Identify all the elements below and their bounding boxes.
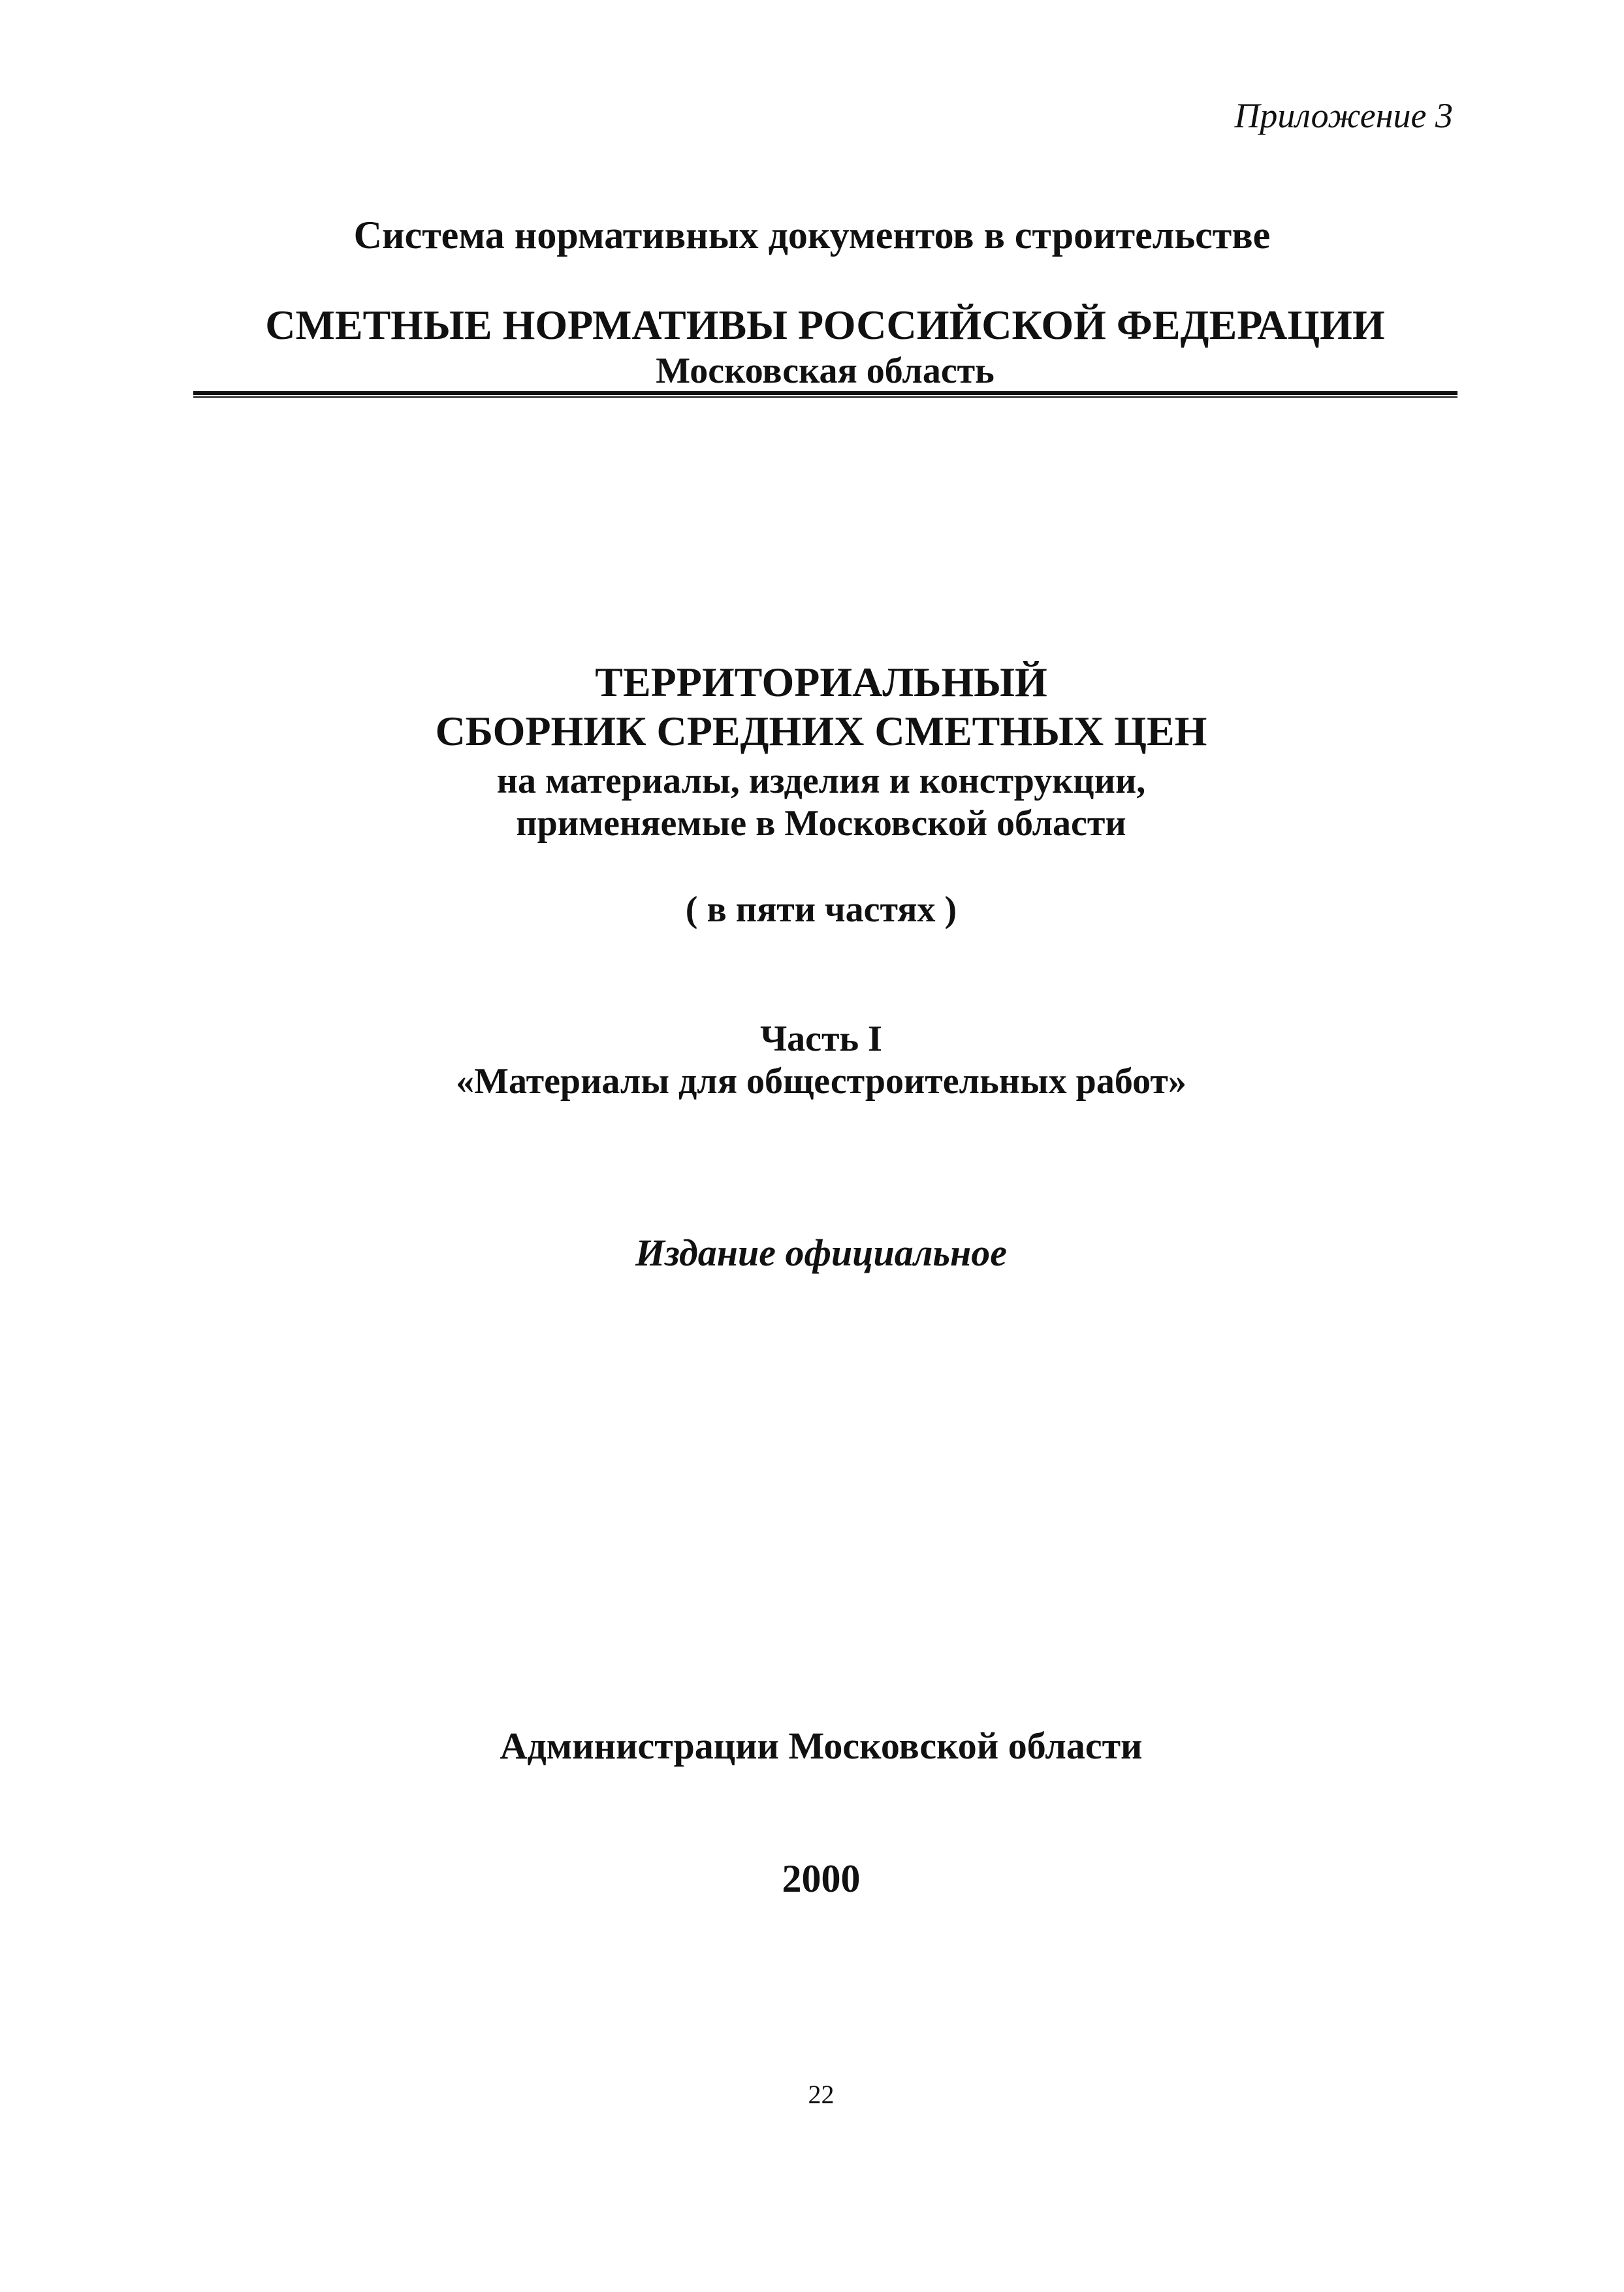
publisher: Администрации Московской области: [500, 1725, 1143, 1767]
document-subtitle-line-1: на материалы, изделия и конструкции,: [496, 761, 1146, 801]
part-number: Часть I: [760, 1019, 882, 1059]
appendix-label: Приложение 3: [1234, 96, 1453, 135]
header-divider: [193, 391, 1457, 398]
document-subtitle-line-2: применяемые в Московской области: [516, 803, 1126, 844]
part-name: «Материалы для общестроительных работ»: [456, 1061, 1186, 1102]
document-title-line-1: ТЕРРИТОРИАЛЬНЫЙ: [595, 659, 1047, 705]
parts-note: ( в пяти частях ): [685, 889, 957, 930]
page-number: 22: [808, 2080, 835, 2109]
series-title: СМЕТНЫЕ НОРМАТИВЫ РОССИЙСКОЙ ФЕДЕРАЦИИ: [265, 302, 1385, 348]
document-title-line-2: СБОРНИК СРЕДНИХ СМЕТНЫХ ЦЕН: [435, 708, 1207, 754]
publication-year: 2000: [782, 1857, 861, 1900]
system-heading: Система нормативных документов в строительстве: [353, 214, 1271, 257]
region-heading: Московская область: [656, 351, 995, 391]
edition-label: Издание официальное: [635, 1232, 1007, 1274]
